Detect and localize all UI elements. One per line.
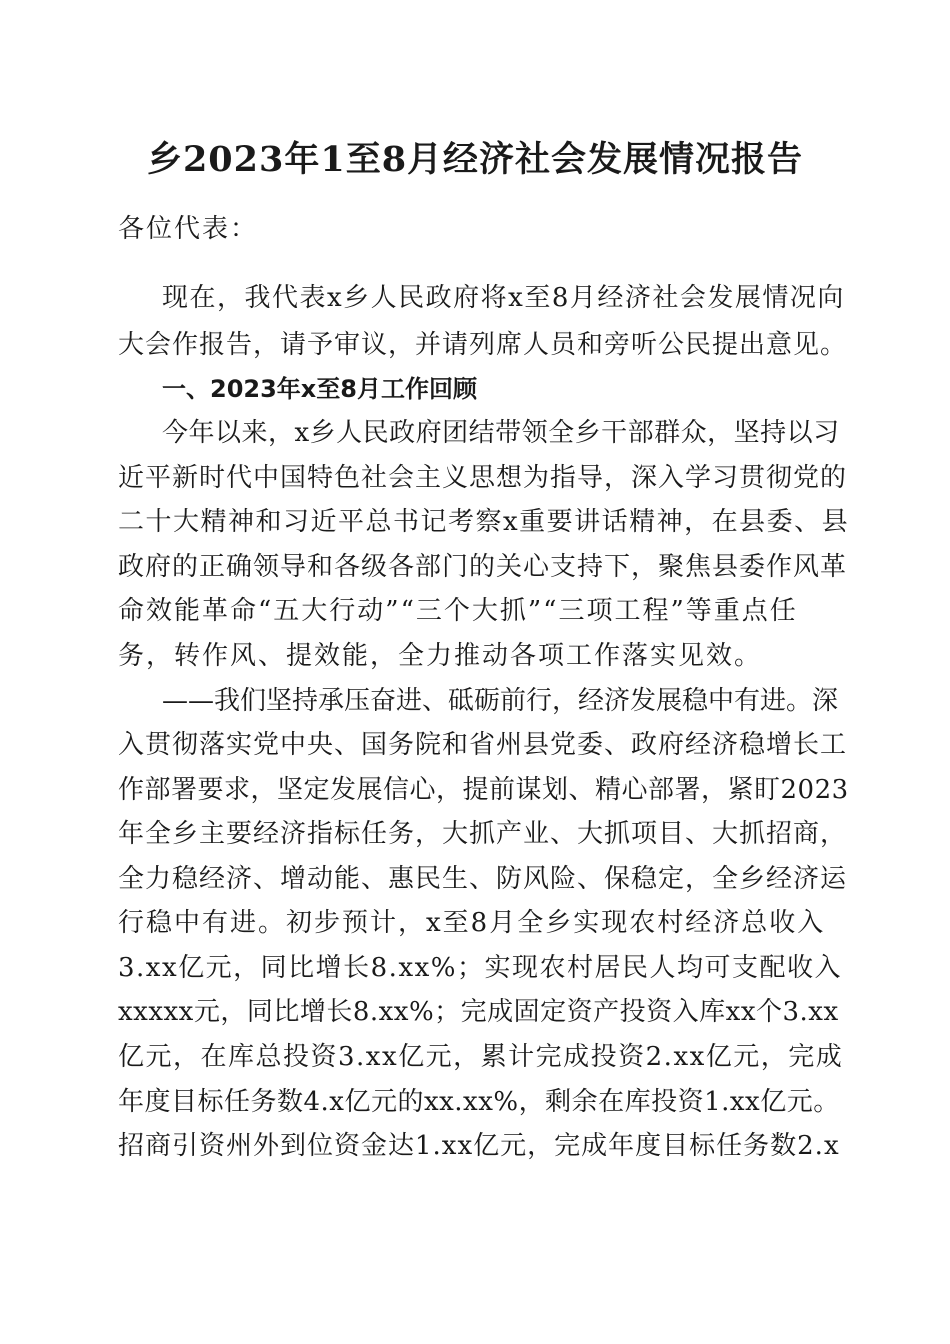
body-line: 务，转作风、提效能，全力推动各项工作落实见效。: [118, 641, 763, 671]
body-line: 行稳中有进。初步预计，x至8月全乡实现农村经济总收入: [118, 908, 826, 938]
body-line: 二十大精神和习近平总书记考察x重要讲话精神，在县委、县: [118, 507, 850, 537]
body-line: 作部署要求，坚定发展信心，提前谋划、精心部署，紧盯2023: [118, 775, 849, 805]
body-line: 3.xx亿元，同比增长8.xx%；实现农村居民人均可支配收入: [118, 953, 842, 983]
body-line: 招商引资州外到位资金达1.xx亿元，完成年度目标任务数2.x: [118, 1131, 840, 1161]
body-line: 年度目标任务数4.x亿元的xx.xx%，剩余在库投资1.xx亿元。: [118, 1087, 840, 1117]
body-line: 入贯彻落实党中央、国务院和省州县党委、政府经济稳增长工: [118, 730, 848, 760]
body-line: 政府的正确领导和各级各部门的关心支持下，聚焦县委作风革: [118, 552, 848, 582]
body-line: 今年以来，x乡人民政府团结带领全乡干部群众，坚持以习: [162, 418, 840, 448]
body-line: ——我们坚持承压奋进、砥砺前行，经济发展稳中有进。深: [162, 686, 839, 716]
body-line: 亿元，在库总投资3.xx亿元，累计完成投资2.xx亿元，完成: [118, 1042, 844, 1072]
body-line: xxxxx元，同比增长8.xx%；完成固定资产投资入库xx个3.xx: [118, 997, 839, 1027]
section-heading: 一、2023年x至8月工作回顾: [162, 375, 477, 403]
salutation: 各位代表：: [118, 214, 259, 244]
body-line: 全力稳经济、增动能、惠民生、防风险、保稳定，全乡经济运: [118, 864, 848, 894]
body-line: 大会作报告，请予审议，并请列席人员和旁听公民提出意见。: [118, 330, 848, 360]
body-line: 现在，我代表x乡人民政府将x至8月经济社会发展情况向: [162, 283, 845, 313]
body-line: 近平新时代中国特色社会主义思想为指导，深入学习贯彻党的: [118, 463, 848, 493]
page-title: 乡2023年1至8月经济社会发展情况报告: [146, 139, 804, 180]
body-line: 命效能革命“五大行动”“三个大抓”“三项工程”等重点任: [118, 596, 798, 626]
body-line: 年全乡主要经济指标任务，大抓产业、大抓项目、大抓招商，: [118, 819, 848, 849]
